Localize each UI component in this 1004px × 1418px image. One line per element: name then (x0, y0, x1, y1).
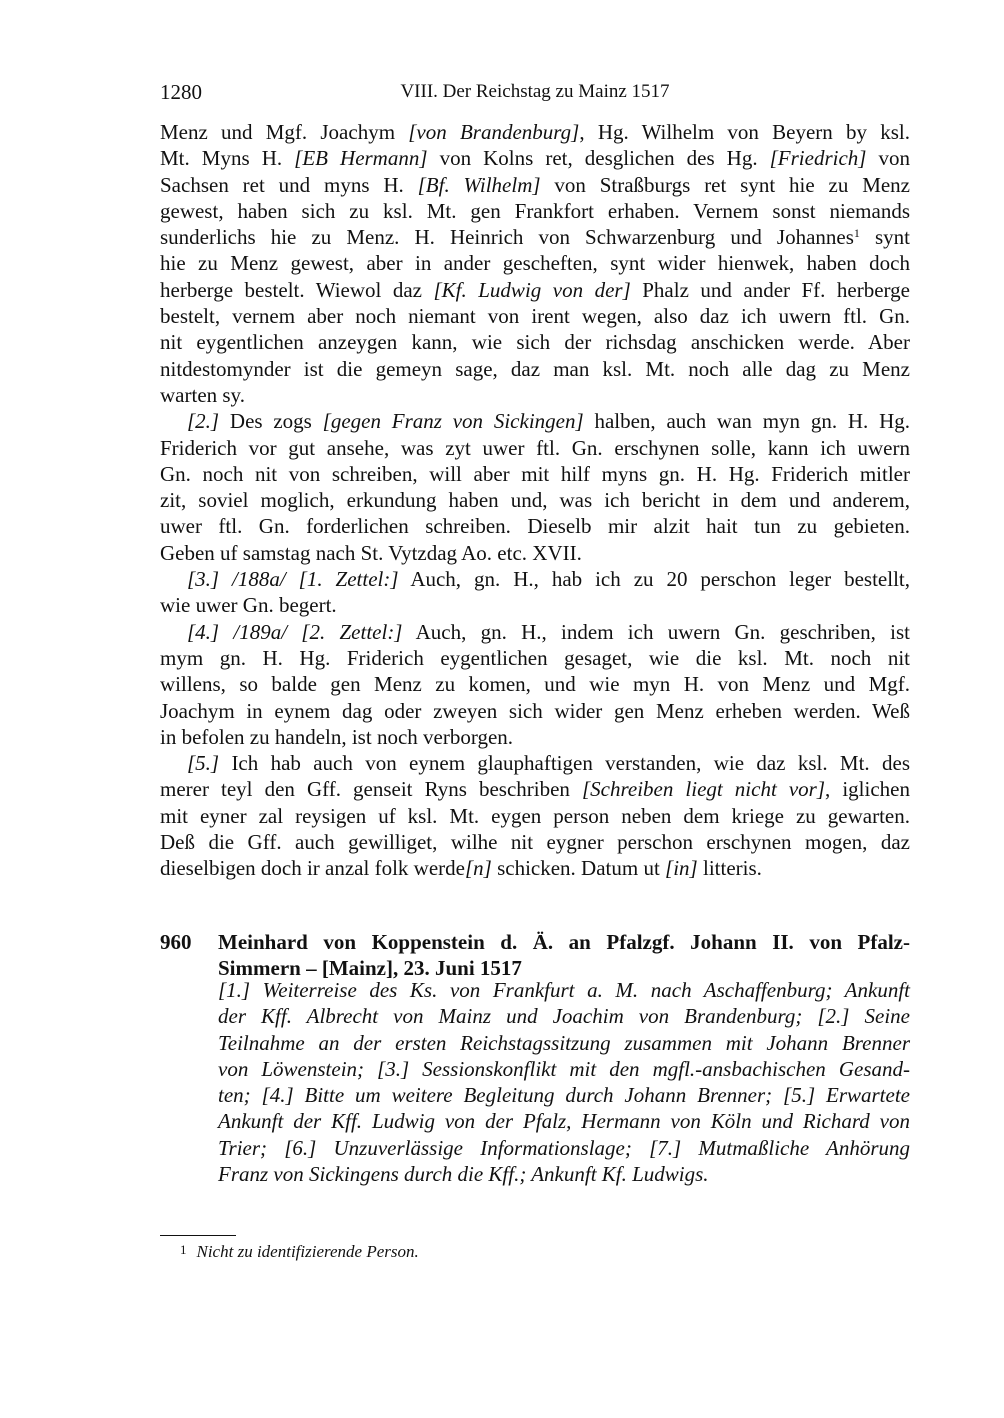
text-segment: Geben uf samstag nach St. Vytzdag Ao. etc. XVII. (160, 540, 582, 565)
text-line (160, 513, 910, 539)
text-line (160, 724, 910, 750)
text-segment: bestelt, vernem aber noch niemant von irent wegen, also daz ich uwern ftl. Gn. (160, 304, 910, 329)
editorial-italic-text: [Bf. Wilhelm] (417, 172, 541, 197)
text-segment: Gn. noch nit von schreiben, will aber mit hilf myns gn. H. Hg. Friderich mitler (160, 461, 910, 486)
document-number: 960 (160, 930, 192, 954)
text-segment: , iglichen (825, 777, 910, 802)
text-line (160, 198, 910, 224)
footnote-number: 1 (180, 1242, 187, 1257)
text-line (160, 461, 910, 487)
text-segment: Mt. Myns H. (160, 146, 295, 171)
footnote-reference: 1 (853, 226, 860, 241)
text-segment: litteris. (697, 856, 762, 881)
text-segment: Simmern – [Mainz], 23. Juni 1517 (218, 956, 522, 981)
text-segment: hie zu Menz gewest, aber in ander gescheften, synt wider hienwek, haben doch (160, 251, 910, 276)
text-line (160, 224, 910, 250)
text-segment: Meinhard von Koppenstein d. Ä. an Pfalzgf. Johann II. von Pfalz- (218, 930, 910, 954)
text-segment: uwer ftl. Gn. forderlichen schreiben. Dieselb mir alzit hait tun zu gebieten. (160, 514, 910, 539)
text-line (218, 1056, 910, 1082)
text-segment: Ich hab auch von eynem glauphaftigen verstanden, wie daz ksl. Mt. des (219, 751, 910, 776)
text-segment: Deß die Gff. auch gewilliget, wilhe nit eygner perschon erschynen mogen, daz (160, 830, 910, 855)
text-line (160, 592, 910, 618)
text-segment: wie uwer Gn. begert. (160, 593, 337, 618)
text-line (218, 929, 910, 955)
footnote-text: Nicht zu identifizierende Person. (196, 1242, 419, 1261)
text-segment: Menz und Mgf. Joachym (160, 120, 409, 144)
text-segment: Friderich vor gut ansehe, was zyt uwer ftl. Gn. erschynen solle, kann ich uwern (160, 435, 910, 460)
running-title: VIII. Der Reichstag zu Mainz 1517 (400, 81, 670, 102)
text-segment: schicken. Datum ut (491, 856, 666, 881)
text-segment: Phalz und ander Ff. herberge (630, 277, 910, 302)
text-segment: von Kolns ret, desglichen des Hg. (427, 146, 770, 171)
page-number: 1280 (160, 80, 202, 104)
editorial-italic-text: [Schreiben liegt nicht vor] (582, 777, 826, 802)
text-segment: der Kff. Albrecht von Mainz und Joachim von Brandenburg; [2.] Seine (218, 1004, 910, 1029)
editorial-italic-text: [EB Hermann] (294, 146, 428, 171)
text-segment: halben, auch wan myn gn. H. Hg. (583, 409, 910, 434)
text-segment: von Löwenstein; [3.] Sessionskonflikt mit den mgfl.-ansbachischen Gesand- (218, 1056, 910, 1081)
text-segment: von Straßburgs ret synt hie zu Menz (540, 172, 911, 197)
text-line (160, 408, 910, 434)
text-segment: Auch, gn. H., indem ich uwern Gn. geschriben, ist (402, 619, 910, 644)
text-segment: Des zogs (219, 409, 323, 434)
text-segment: synt (859, 225, 910, 250)
footnote-divider (160, 1235, 236, 1236)
text-line (160, 619, 910, 645)
text-line (160, 803, 910, 829)
text-line (160, 855, 910, 881)
text-line (218, 1161, 910, 1187)
text-segment: nitdestomynder ist die gemeyn sage, daz man ksl. Mt. noch alle dag zu Menz (160, 356, 910, 381)
text-segment: Ankunft der Kff. Ludwig von der Pfalz, Hermann von Köln und Richard von (218, 1109, 910, 1134)
text-line (160, 172, 910, 198)
text-segment: dieselbigen doch ir anzal folk werde (160, 856, 465, 881)
text-segment: sunderlichs hie zu Menz. H. Heinrich von Schwarzenburg und Johannes (160, 225, 854, 250)
text-line (160, 435, 910, 461)
editorial-italic-text: [von Brandenburg] (408, 120, 580, 144)
document-summary (218, 977, 910, 1187)
text-segment: nit eygentlichen anzeygen kann, wie sich der richsdag anschicken werde. Aber (160, 330, 910, 355)
text-line (218, 1108, 910, 1134)
text-segment: von (866, 146, 910, 171)
text-segment: [1.] Weiterreise des Ks. von Frankfurt a. M. nach Aschaffenburg; Ankunft (218, 978, 910, 1002)
text-line (160, 356, 910, 382)
text-segment: ten; [4.] Bitte um weitere Begleitung durch Johann Brenner; [5.] Erwartete (218, 1083, 910, 1108)
text-line (160, 329, 910, 355)
text-line (160, 645, 910, 671)
editorial-italic-text: [4.] /189a/ [2. Zettel:] (187, 619, 403, 644)
text-segment: mit eyner zal reysigen uf ksl. Mt. eygen person neben dem kriege zu gewarten. (160, 803, 910, 828)
text-line (160, 750, 910, 776)
text-segment: merer teyl den Gff. genseit Ryns beschriben (160, 777, 582, 802)
text-line (160, 540, 910, 566)
text-segment: Franz von Sickingens durch die Kff.; Ankunft Kf. Ludwigs. (218, 1162, 709, 1187)
text-line (160, 303, 910, 329)
text-line (218, 1082, 910, 1108)
text-line (160, 671, 910, 697)
text-line (218, 1003, 910, 1029)
text-line (160, 487, 910, 513)
text-segment: zit, soviel moglich, erkundung haben und, was ich bericht in dem und anderem, (160, 488, 910, 513)
text-segment: Teilnahme an der ersten Reichstagssitzung zusammen mit Johann Brenner (218, 1030, 910, 1055)
text-segment: Sachsen ret und myns H. (160, 172, 418, 197)
text-segment: Auch, gn. H., hab ich zu 20 perschon leger bestellt, (398, 567, 910, 592)
text-line (160, 382, 910, 408)
text-line (160, 829, 910, 855)
text-line (160, 145, 910, 171)
editorial-italic-text: [gegen Franz von Sickingen] (322, 409, 584, 434)
document-heading (218, 929, 910, 982)
body-text (160, 119, 910, 882)
text-segment: herberge bestelt. Wiewol daz (160, 277, 434, 302)
editorial-italic-text: [n] (464, 856, 492, 881)
text-line (218, 1030, 910, 1056)
text-segment: warten sy. (160, 382, 245, 407)
editorial-italic-text: [3.] /188a/ [1. Zettel:] (187, 567, 399, 592)
text-segment: Trier; [6.] Unzuverlässige Informationslage; [7.] Mutmaßliche Anhörung (218, 1135, 910, 1160)
text-line (218, 1135, 910, 1161)
text-segment: , Hg. Wilhelm von Beyern by ksl. (579, 120, 910, 144)
text-line (160, 250, 910, 276)
editorial-italic-text: [2.] (187, 409, 220, 434)
text-line (160, 698, 910, 724)
editorial-italic-text: [in] (665, 856, 698, 881)
text-segment: Joachym in eynem dag oder zweyen sich wider gen Menz erheben werden. Weß (160, 698, 910, 723)
footnote (180, 1242, 419, 1262)
text-segment: in befolen zu handeln, ist noch verborgen. (160, 724, 514, 749)
text-line (160, 776, 910, 802)
text-line (218, 977, 910, 1003)
editorial-italic-text: [Friedrich] (769, 146, 867, 171)
text-line (160, 119, 910, 145)
text-segment: gewest, haben sich zu ksl. Mt. gen Frankfort erhaben. Vernem sonst niemands (160, 198, 910, 223)
editorial-italic-text: [5.] (187, 751, 220, 776)
text-line (160, 566, 910, 592)
text-segment: willens, so balde gen Menz zu komen, und wie myn H. von Menz und Mgf. (160, 672, 910, 697)
text-line (160, 277, 910, 303)
text-segment: mym gn. H. Hg. Friderich eygentlichen gesaget, wie die ksl. Mt. noch nit (160, 645, 910, 670)
editorial-italic-text: [Kf. Ludwig von der] (433, 277, 631, 302)
